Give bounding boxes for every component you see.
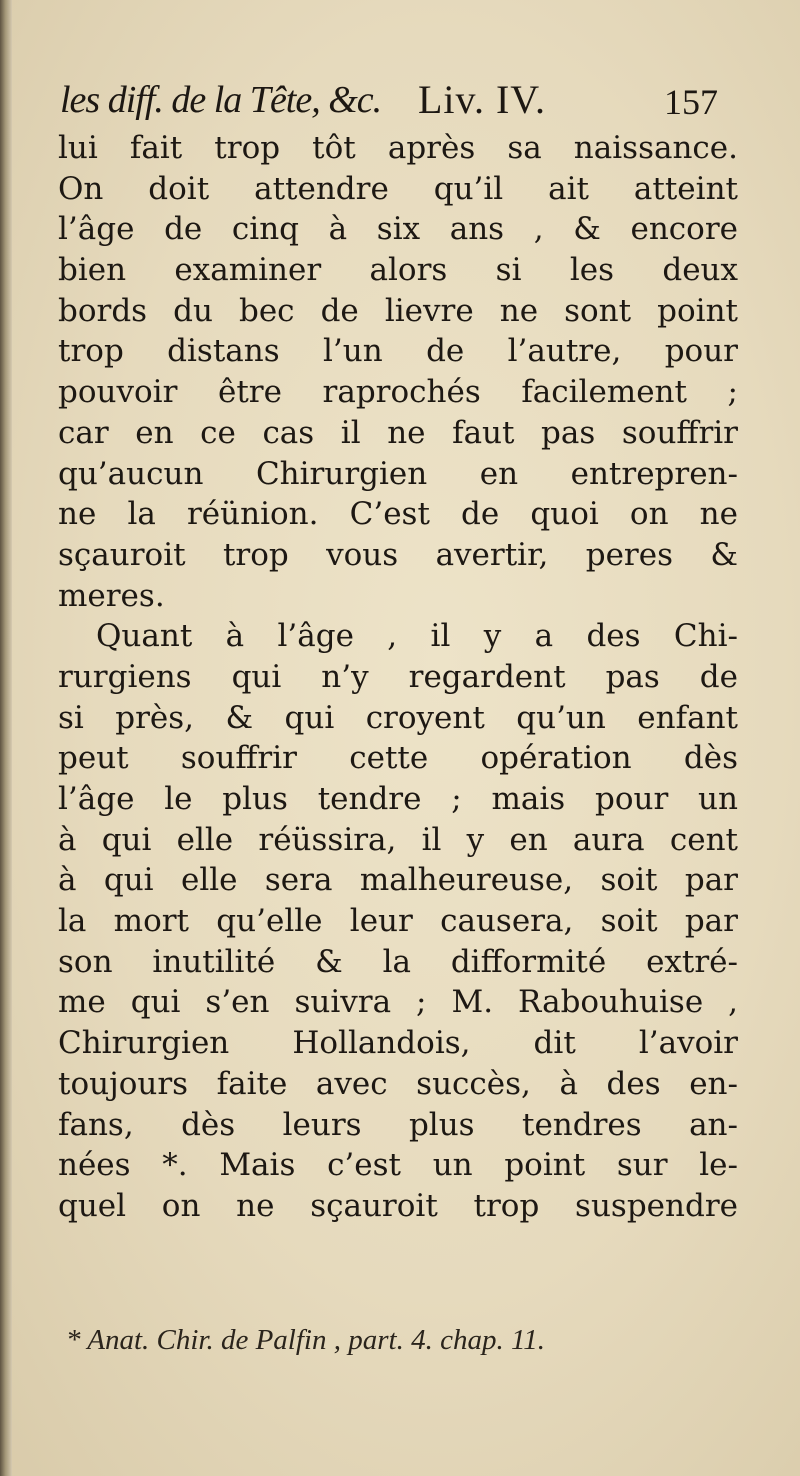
footnote: * Anat. Chir. de Palfin , part. 4. chap. 11.: [66, 1324, 546, 1356]
text-line: à qui elle réüssira, il y en aura cent: [58, 821, 738, 858]
paragraph-end-line: meres.: [58, 577, 165, 614]
text-line: lui fait trop tôt après sa naissance.: [58, 130, 738, 166]
text-line: me qui s’en suivra ; M. Rabouhuise ,: [58, 984, 738, 1021]
text-line: ne la réünion. C’est de quoi on ne: [58, 496, 738, 533]
paragraph-start-line: Quant à l’âge , il y a des Chi-: [96, 618, 738, 655]
text-line: rurgiens qui n’y regardent pas de: [58, 658, 738, 695]
text-line: peut souffrir cette opération dès: [58, 740, 738, 777]
text-line: sçauroit trop vous avertir, peres &: [58, 536, 738, 573]
text-line: nées *. Mais c’est un point sur le-: [58, 1147, 738, 1184]
running-head: les diff. de la Tête, &c.: [60, 79, 382, 121]
text-line: l’âge de cinq à six ans , & encore: [58, 211, 738, 248]
text-line: à qui elle sera malheureuse, soit par: [58, 862, 738, 899]
text-line: bien examiner alors si les deux: [58, 252, 738, 289]
text-line: si près, & qui croyent qu’un enfant: [58, 699, 738, 736]
text-line: qu’aucun Chirurgien en entrepren-: [58, 455, 738, 492]
text-line: toujours faite avec succès, à des en-: [58, 1065, 738, 1102]
text-line: On doit attendre qu’il ait atteint: [58, 170, 738, 207]
page-header: [60, 74, 720, 126]
body-text: [58, 128, 738, 1227]
text-line: car en ce cas il ne faut pas souffrir: [58, 414, 738, 451]
text-line: trop distans l’un de l’autre, pour: [58, 333, 738, 370]
page-number: 157: [664, 82, 718, 122]
text-line: bords du bec de lievre ne sont point: [58, 292, 738, 329]
text-line: fans, dès leurs plus tendres an-: [58, 1106, 738, 1143]
text-line: la mort qu’elle leur causera, soit par: [58, 903, 738, 940]
page-gutter-shadow: [0, 0, 12, 1476]
text-line: son inutilité & la difformité extré-: [58, 943, 738, 980]
text-line: Chirurgien Hollandois, dit l’avoir: [58, 1025, 738, 1062]
text-line: l’âge le plus tendre ; mais pour un: [58, 781, 738, 817]
text-line: pouvoir être raprochés facilement ;: [58, 374, 738, 411]
text-line: quel on ne sçauroit trop suspendre: [58, 1187, 738, 1224]
book-reference: Liv. IV.: [418, 77, 546, 122]
